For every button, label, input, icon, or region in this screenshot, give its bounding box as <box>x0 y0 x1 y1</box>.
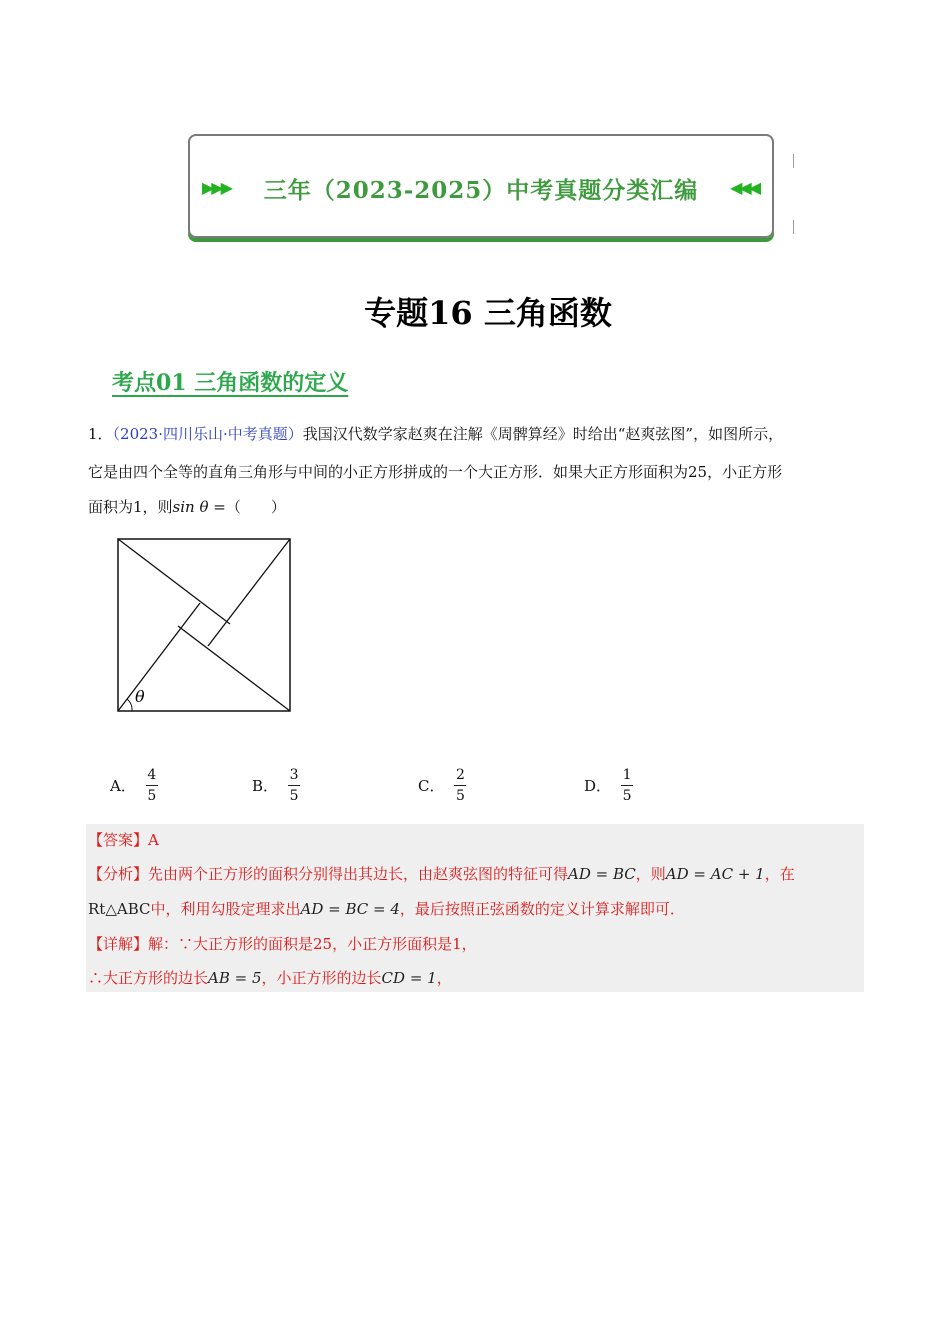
option-b[interactable]: B． $\frac{3}{5}$ <box>252 767 299 804</box>
question-line-3: 面积为1，则sin θ =（ ） <box>88 498 286 516</box>
outer-square <box>118 539 290 711</box>
divider <box>793 220 794 234</box>
answer-line: 【答案】A <box>88 831 159 849</box>
detail-line-2: ∴大正方形的边长AB = 5，小正方形的边长CD = 1， <box>88 969 452 987</box>
triangle-edge <box>118 539 230 624</box>
question-line-1 <box>88 424 868 444</box>
option-b-fraction: $\frac{3}{5}$ <box>289 767 299 804</box>
section-heading: 考点01 三角函数的定义 <box>112 370 349 396</box>
banner-text: 三年（2023-2025）中考真题分类汇编 <box>263 177 699 204</box>
theta-label: θ <box>135 687 145 706</box>
question-line-2: 它是由四个全等的直角三角形与中间的小正方形拼成的一个大正方形．如果大正方形面积为25，小正方形 <box>88 463 783 481</box>
page-title: 专题16 三角函数 <box>364 294 612 332</box>
question-text: 我国汉代数学家赵爽在注解《周髀算经》时给出“赵爽弦图”，如图所示， <box>302 425 784 443</box>
option-a[interactable]: A． $\frac{4}{5}$ <box>110 767 157 804</box>
option-c-fraction: $\frac{2}{5}$ <box>456 767 465 804</box>
zhao-shuang-diagram <box>116 537 294 715</box>
question-source-link[interactable]: （2023·四川乐山·中考真题） <box>112 425 303 443</box>
option-c[interactable]: C． $\frac{2}{5}$ <box>418 767 465 804</box>
triangle-edge <box>208 539 290 646</box>
triangle-edge <box>178 626 290 711</box>
double-arrow-right-icon: ▶▶▶ <box>202 178 230 197</box>
detail-line-1: 【详解】解：∵大正方形的面积是25，小正方形面积是1， <box>88 935 477 953</box>
option-a-fraction: $\frac{4}{5}$ <box>147 767 157 804</box>
analysis-line-2: Rt△ABC中，利用勾股定理求出AD = BC = 4，最后按照正弦函数的定义计算求解即可． <box>88 900 685 918</box>
answer-panel <box>86 824 864 992</box>
analysis-line-1: 【分析】先由两个正方形的面积分别得出其边长，由赵爽弦图的特征可得AD = BC，则AD = AC + 1，在 <box>88 865 795 883</box>
angle-arc <box>127 699 132 711</box>
sin-theta-expression: sin θ = <box>172 498 226 516</box>
title-banner <box>188 134 774 238</box>
double-arrow-left-icon: ◀◀◀ <box>730 178 758 197</box>
question-number: 1． <box>88 425 113 443</box>
option-d[interactable]: D． $\frac{1}{5}$ <box>584 767 632 804</box>
option-d-fraction: $\frac{1}{5}$ <box>622 767 632 804</box>
triangle-edge <box>118 603 200 711</box>
divider <box>793 154 794 168</box>
answer-value: A <box>148 831 159 849</box>
